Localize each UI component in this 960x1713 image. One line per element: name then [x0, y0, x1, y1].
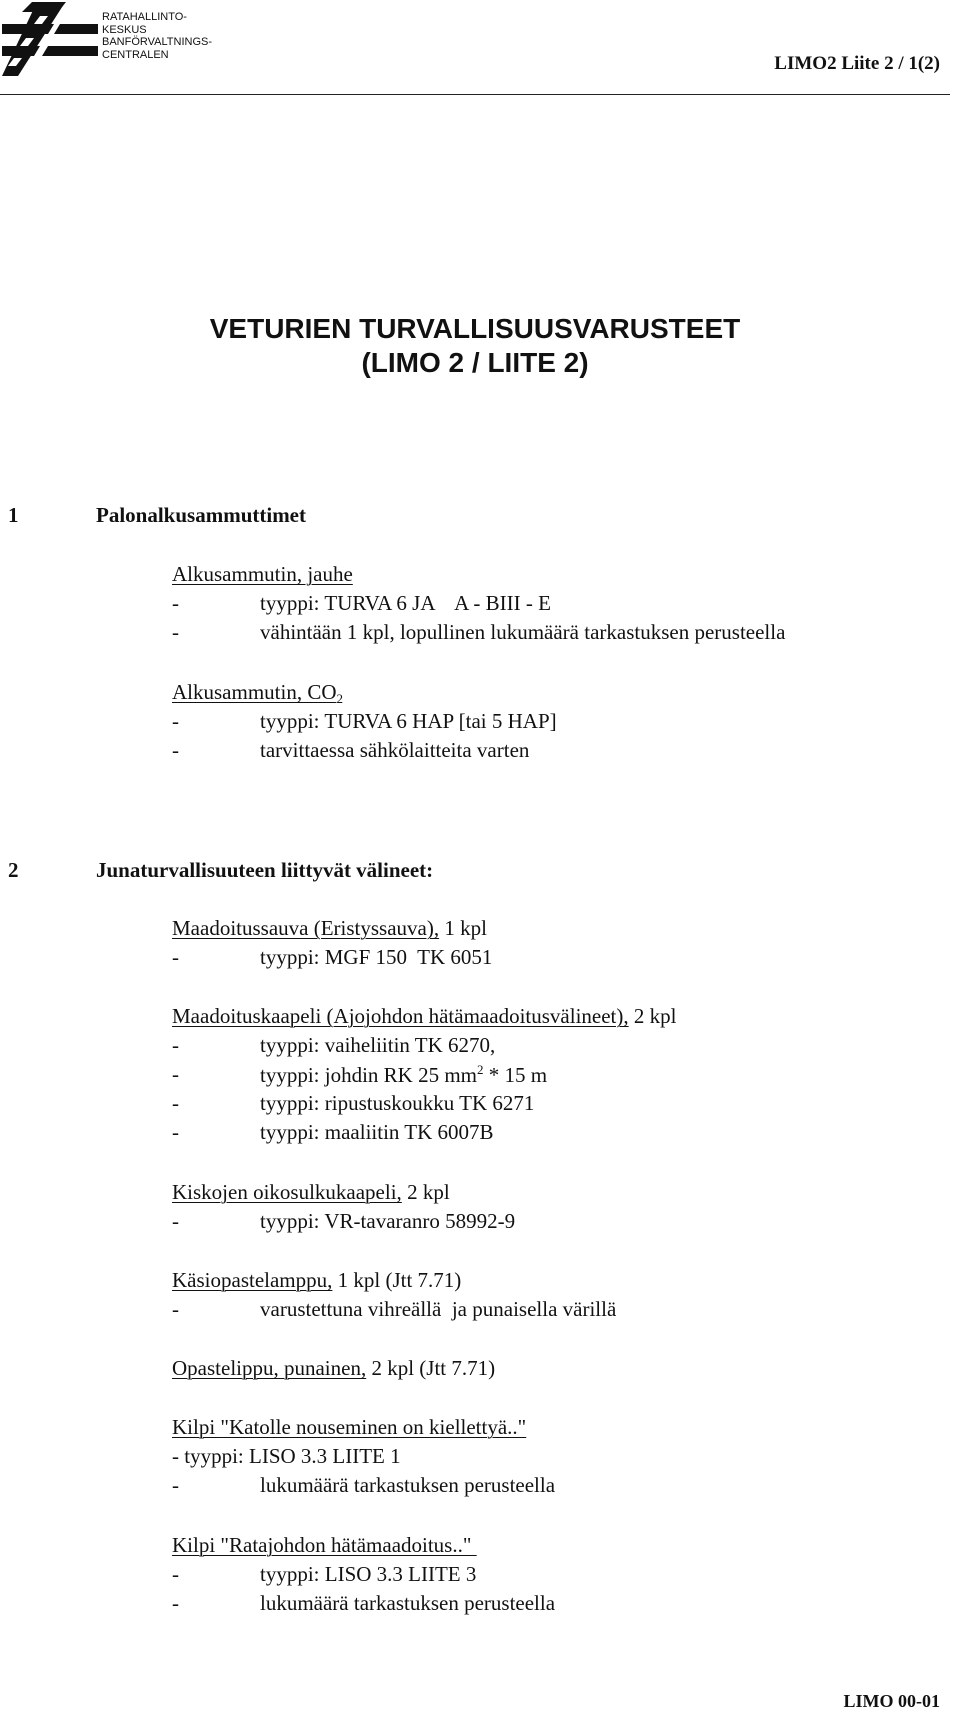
header-divider	[0, 94, 950, 95]
item-heading: Kilpi "Katolle nouseminen on kiellettyä.."	[172, 1415, 527, 1439]
item-heading	[172, 916, 487, 941]
org-name	[102, 11, 212, 61]
section-title: Junaturvallisuuteen liittyvät välineet:	[96, 858, 434, 882]
section-number: 2	[8, 858, 19, 882]
item-detail: tyyppi: MGF 150 TK 6051	[260, 945, 493, 969]
item-detail: lukumäärä tarkastuksen perusteella	[260, 1473, 556, 1497]
list-dash: -	[172, 738, 179, 762]
item-detail: tyyppi: maaliitin TK 6007B	[260, 1120, 494, 1144]
list-dash: -	[172, 1062, 179, 1086]
section-title: Palonalkusammuttimet	[96, 503, 306, 527]
item-detail: tarvittaessa sähkölaitteita varten	[260, 738, 530, 762]
item-quantity: 2 kpl	[628, 1004, 677, 1028]
item-heading	[172, 1180, 450, 1205]
list-dash: -	[172, 620, 179, 644]
superscript: 2	[477, 1062, 484, 1077]
item-heading-text: Maadoituskaapeli (Ajojohdon hätämaadoitusvälineet),	[172, 1004, 629, 1028]
section-number: 1	[8, 503, 19, 527]
page-subtitle: (LIMO 2 / LIITE 2)	[361, 347, 589, 378]
item-detail: tyyppi: ripustuskoukku TK 6271	[260, 1091, 535, 1115]
footer-code: LIMO 00-01	[843, 1691, 940, 1711]
org-line: RATAHALLINTO-	[102, 11, 187, 23]
list-dash: -	[172, 1091, 179, 1115]
item-detail-inline: - tyyppi: LISO 3.3 LIITE 1	[172, 1444, 401, 1468]
item-detail	[260, 1062, 547, 1088]
item-detail: lukumäärä tarkastuksen perusteella	[260, 1591, 556, 1615]
item-detail: tyyppi: TURVA 6 HAP [tai 5 HAP]	[260, 709, 557, 733]
org-line: BANFÖRVALTNINGS-	[102, 36, 213, 48]
item-detail: tyyppi: TURVA 6 JA A - BIII - E	[260, 591, 551, 615]
list-dash: -	[172, 1209, 179, 1233]
item-heading-text: Maadoitussauva (Eristyssauva),	[172, 916, 440, 940]
item-quantity: 1 kpl (Jtt 7.71)	[332, 1268, 462, 1292]
list-dash: -	[172, 1591, 179, 1615]
list-dash: -	[172, 1120, 179, 1144]
org-line: KESKUS	[102, 23, 147, 36]
item-detail-text: tyyppi: johdin RK 25 mm	[260, 1063, 478, 1087]
list-dash: -	[172, 1297, 179, 1321]
item-heading: Alkusammutin, jauhe	[172, 562, 353, 586]
item-heading	[172, 1268, 461, 1293]
item-heading	[172, 1004, 676, 1029]
item-heading-text: Opastelippu, punainen,	[172, 1356, 367, 1380]
page-title: VETURIEN TURVALLISUUSVARUSTEET	[209, 313, 741, 344]
item-heading: Kilpi "Ratajohdon hätämaadoitus.."	[172, 1533, 477, 1557]
item-heading-text: Käsiopastelamppu,	[172, 1268, 333, 1292]
item-detail-suffix: * 15 m	[483, 1063, 548, 1087]
list-dash: -	[172, 1473, 179, 1497]
item-detail: tyyppi: LISO 3.3 LIITE 3	[260, 1562, 477, 1586]
item-heading-text: Kiskojen oikosulkukaapeli,	[172, 1180, 402, 1204]
item-detail: varustettuna vihreällä ja punaisella värillä	[260, 1297, 617, 1321]
list-dash: -	[172, 591, 179, 615]
item-quantity: 2 kpl	[401, 1180, 450, 1204]
item-detail: tyyppi: VR-tavaranro 58992-9	[260, 1209, 516, 1233]
list-dash: -	[172, 709, 179, 733]
subscript: 2	[336, 691, 344, 706]
list-dash: -	[172, 1562, 179, 1586]
document-id: LIMO2 Liite 2 / 1(2)	[774, 53, 940, 74]
item-heading	[172, 680, 343, 707]
org-line: CENTRALEN	[102, 48, 169, 61]
list-dash: -	[172, 1033, 179, 1057]
item-quantity: 1 kpl	[439, 916, 487, 940]
item-detail: tyyppi: vaiheliitin TK 6270,	[260, 1033, 496, 1057]
ratahallintokeskus-logo	[2, 2, 98, 76]
item-heading-text: Alkusammutin, CO	[172, 680, 337, 704]
item-heading	[172, 1356, 495, 1381]
item-detail: vähintään 1 kpl, lopullinen lukumäärä tarkastuksen perusteella	[260, 620, 786, 644]
item-quantity: 2 kpl (Jtt 7.71)	[366, 1356, 496, 1380]
list-dash: -	[172, 945, 179, 969]
